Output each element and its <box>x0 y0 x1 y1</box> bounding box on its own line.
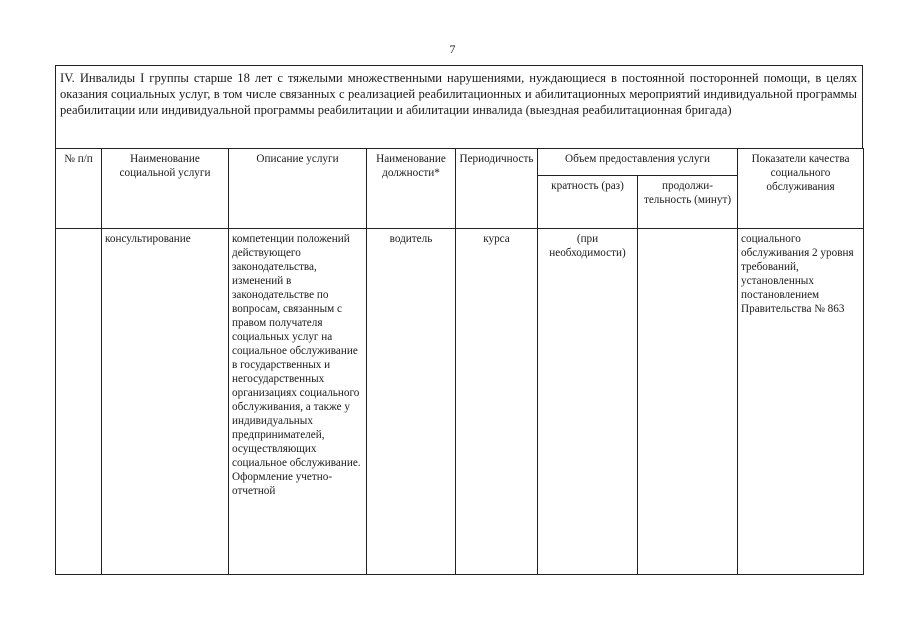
header-periodicity: Периодичность <box>456 149 538 229</box>
header-quality: Показатели качества социального обслуживания <box>738 149 864 229</box>
header-num: № п/п <box>56 149 102 229</box>
cell-duration <box>638 229 738 575</box>
cell-description: компетенции положений действующего законодательства, изменений в законодательстве по вопросам, связанным с правом получателя социальных услуг на социальное обслуживание в государственных и негосударственных организациях социального обслуживания, а также у индивидуальных предпринимателей, осуществляющих социальное обслуживание. Оформление учетно-отчетной <box>229 229 367 575</box>
header-volume-duration: продолжи-тельность (минут) <box>638 176 738 229</box>
header-volume: Объем предоставления услуги <box>538 149 738 176</box>
header-position: Наименование должности* <box>367 149 456 229</box>
cell-count: (при необходимости) <box>538 229 638 575</box>
cell-service-name: консультирование <box>102 229 229 575</box>
header-volume-count: кратность (раз) <box>538 176 638 229</box>
section-title: IV. Инвалиды I группы старше 18 лет с тяжелыми множественными нарушениями, нуждающиеся в постоянной посторонней помощи, в целях оказания социальных услуг, в том числе связанных с реализацией реабилитационных и абилитационных мероприятий индивидуальной программы реабилитации или индивидуальной программы реабилитации и абилитации инвалида (выездная реабилитационная бригада) <box>55 65 863 149</box>
header-service-name: Наименование социальной услуги <box>102 149 229 229</box>
table-row <box>56 229 864 575</box>
cell-num <box>56 229 102 575</box>
header-description: Описание услуги <box>229 149 367 229</box>
table-header-row <box>56 149 864 176</box>
page-number: 7 <box>449 42 456 56</box>
cell-periodicity: курса <box>456 229 538 575</box>
cell-quality: социального обслуживания 2 уровня требований, установленных постановлением Правительства № 863 <box>738 229 864 575</box>
services-table <box>55 148 864 575</box>
cell-position: водитель <box>367 229 456 575</box>
